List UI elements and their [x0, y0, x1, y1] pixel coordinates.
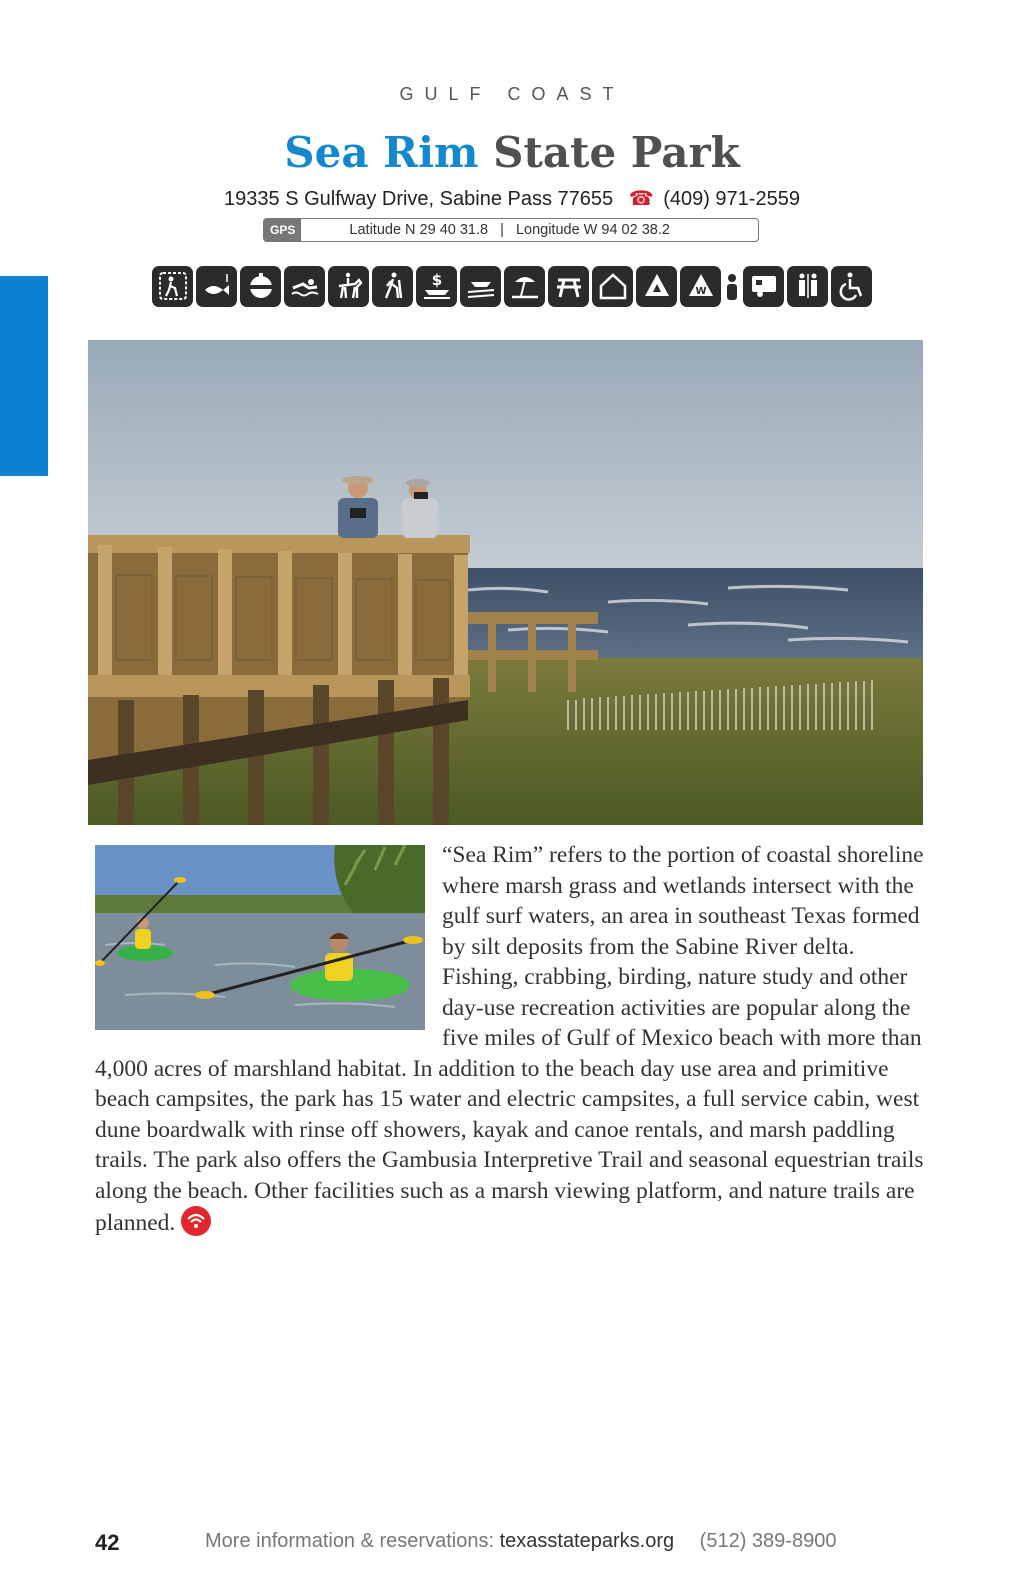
website-link[interactable]: texasstateparks.org [499, 1530, 675, 1552]
boat-ramp-icon [460, 266, 501, 307]
horseback-riding-icon [328, 266, 369, 307]
section-color-tab [0, 276, 48, 476]
electric-hookup-icon [724, 266, 740, 307]
accessible-icon [831, 266, 872, 307]
inset-photo-spacer [95, 840, 442, 1033]
telephone-icon: ☎ [628, 188, 654, 210]
latitude-text: Latitude N 29 40 31.8 [349, 222, 489, 238]
buoy-icon [240, 266, 281, 307]
cabin-icon [592, 266, 633, 307]
footer-info-label: More information & reservations: [205, 1530, 495, 1552]
park-description [95, 840, 925, 1239]
beach-icon [504, 266, 545, 307]
swimming-icon [284, 266, 325, 307]
svg-text:W: W [694, 286, 707, 297]
page-title [0, 128, 1024, 177]
interpretive-exhibit-icon [152, 266, 193, 307]
gps-coords [301, 222, 758, 238]
fishing-icon [196, 266, 237, 307]
boardwalk-birdwatchers-photo [88, 340, 923, 825]
wifi-icon [181, 1206, 211, 1236]
longitude-text: Longitude W 94 02 38.2 [515, 222, 670, 238]
tent-camping-icon [636, 266, 677, 307]
primitive-camping-icon [680, 266, 721, 307]
page-number: 42 [95, 1530, 120, 1555]
region-label: GULF COAST [399, 84, 625, 104]
park-address-line [0, 186, 1024, 211]
restroom-icon [787, 266, 828, 307]
boat-rental-icon [416, 266, 457, 307]
title-accent: Sea Rim [284, 128, 479, 177]
footer-phone: (512) 389-8900 [699, 1530, 837, 1552]
title-rest: State Park [493, 128, 740, 177]
picnic-icon [548, 266, 589, 307]
description-text: “Sea Rim” refers to the portion of coastal shoreline where marsh grass and wetlands intersect with the gulf surf waters, an area in southeast Texas formed by silt deposits from the Sabine River delta. Fishing, crabbing, birding, nature study and other day-use recreation activities are popular along the five miles of Gulf of Mexico beach with more than 4,000 acres of marshland habitat. In addition to the beach day use area and primitive beach campsites, the park has 15 water and electric campsites, a full service cabin, west dune boardwalk with rinse off showers, kayak and canoe rentals, and marsh paddling trails. The park also offers the Gambusia Interpretive Trail and seasonal equestrian trails along the beach. Other facilities such as a marsh viewing platform, and nature trails are planned. [95, 842, 924, 1236]
gps-badge: GPS [264, 219, 301, 241]
amenity-icon-row [152, 264, 872, 308]
gps-coordinates-box [263, 218, 759, 242]
coords-separator: | [500, 222, 504, 238]
rv-campsite-icon [743, 266, 784, 307]
hiking-icon [372, 266, 413, 307]
address-text: 19335 S Gulfway Drive, Sabine Pass 77655 [224, 188, 614, 210]
footer-info [205, 1530, 836, 1553]
park-phone: (409) 971-2559 [663, 188, 800, 210]
svg-text:$: $ [431, 271, 442, 289]
